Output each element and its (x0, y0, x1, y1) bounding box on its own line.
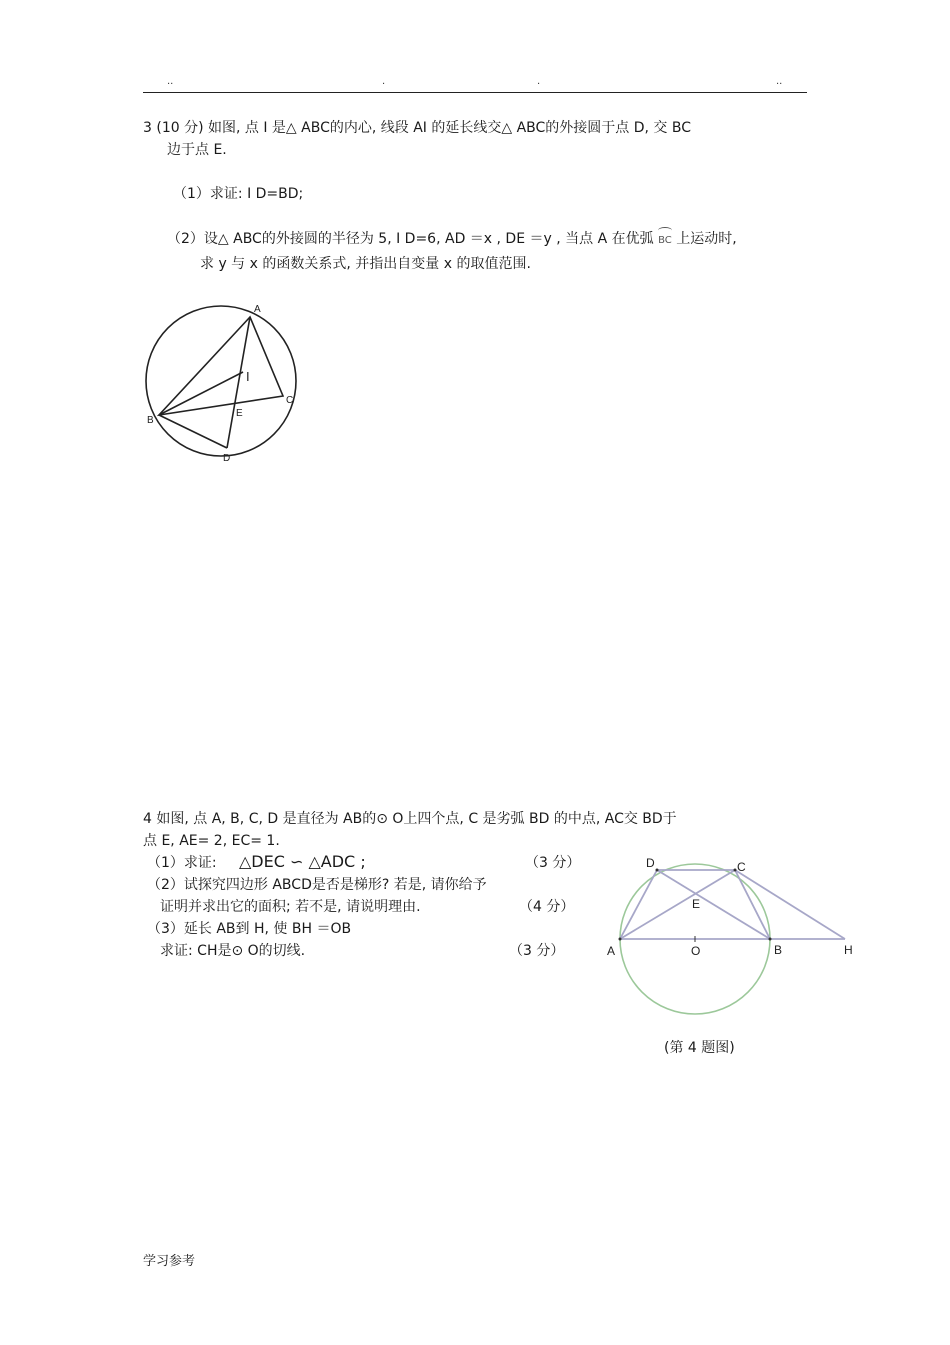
figure3-label-i: I (246, 369, 250, 384)
figure4-label-b: B (774, 943, 783, 957)
problem3-part2-text-b: 上运动时, (676, 231, 737, 247)
problem4-part1-score: （3 分） (525, 855, 581, 871)
figure3-triangle-abc (159, 317, 283, 415)
figure4-label-c: C (737, 860, 746, 874)
figure3-circle-diagram (140, 300, 310, 465)
problem3-line1: 3 (10 分) 如图, 点 I 是△ ABC的内心, 线段 AI 的延长线交△ ABC的外接圆于点 D, 交 BC (143, 120, 692, 136)
figure4-line-ac (620, 870, 735, 939)
figure3-label-b: B (147, 415, 154, 426)
problem4-part2-line1: （2）试探究四边形 ABCD是否是梯形? 若是, 请你给予 (147, 877, 487, 893)
figure4-label-h: H (844, 943, 853, 957)
arc-bc-symbol: BC (658, 229, 672, 251)
figure4-caption: (第 4 题图) (664, 1040, 735, 1056)
figure4-label-e: E (692, 897, 701, 911)
figure4-point-d (656, 869, 659, 872)
header-mark-1: .. (167, 76, 174, 87)
header-mark-4: .. (776, 76, 783, 87)
problem4-part2-line2: 证明并求出它的面积; 若不是, 请说明理由. (160, 899, 421, 915)
problem3-part2-line2: 求 y 与 x 的函数关系式, 并指出自变量 x 的取值范围. (200, 256, 531, 272)
problem4-part1-label: （1）求证: (147, 855, 217, 871)
header-rule (143, 92, 807, 93)
problem3-part2-text-a: （2）设△ ABC的外接圆的半径为 5, I D=6, AD ＝x , DE ＝y , 当点 A 在优弧 (167, 231, 654, 247)
footer-text: 学习参考 (143, 1254, 196, 1269)
figure3-label-d: D (223, 453, 231, 464)
problem4-part3-score: （3 分） (509, 943, 565, 959)
figure4-point-b (769, 938, 772, 941)
figure3-label-a: A (254, 304, 261, 315)
figure4-circle-diagram (600, 850, 865, 1020)
figure3-circumcircle (146, 306, 296, 456)
problem4-line2: 点 E, AE= 2, EC= 1. (143, 833, 280, 849)
figure3-label-e: E (236, 408, 243, 419)
header-mark-2: . (382, 76, 386, 87)
problem4-part3-line1: （3）延长 AB到 H, 使 BH ＝OB (147, 921, 352, 937)
problem3-line2: 边于点 E. (167, 142, 227, 158)
header-mark-3: . (537, 76, 541, 87)
figure3-label-c: C (286, 395, 294, 406)
problem4-part2-score: （4 分） (519, 899, 575, 915)
figure4-label-a: A (607, 944, 616, 958)
problem4-line1: 4 如图, 点 A, B, C, D 是直径为 AB的⊙ O上四个点, C 是劣弧 BD 的中点, AC交 BD于 (143, 811, 677, 827)
figure3-line-bd (159, 415, 227, 448)
figure4-label-d: D (646, 856, 655, 870)
figure4-point-a (619, 938, 622, 941)
problem3-part2-line1 (167, 229, 737, 251)
figure4-label-o: O (691, 944, 701, 958)
problem4-part3-line2: 求证: CH是⊙ O的切线. (160, 943, 306, 959)
problem3-part1: （1）求证: I D=BD; (173, 186, 304, 202)
problem4-part1-formula: △DEC ∽ △ADC ; (239, 852, 366, 871)
